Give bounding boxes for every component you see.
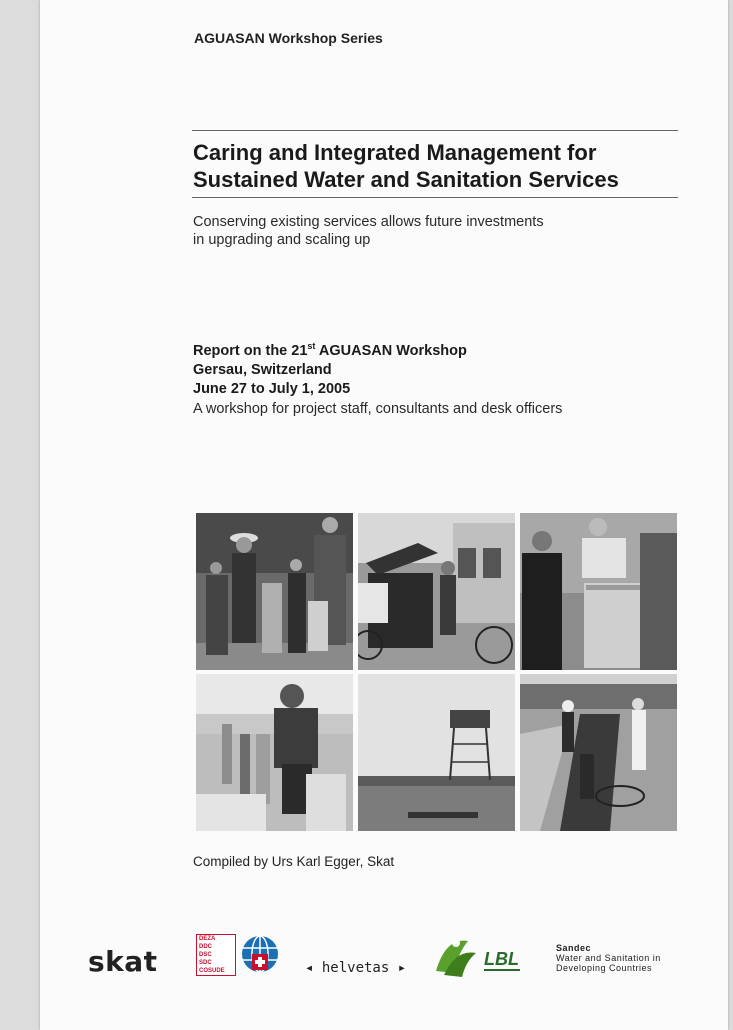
lbl-logo: [432, 931, 524, 979]
deza-acronym: DSC: [199, 952, 212, 958]
equipment-demo-photo: [520, 513, 677, 670]
deza-acronym: SDC: [199, 960, 212, 966]
report-dates: June 27 to July 1, 2005: [193, 380, 351, 397]
series-label: AGUASAN Workshop Series: [194, 30, 383, 46]
globe-swiss-flag-icon: [238, 934, 282, 976]
document-title: [193, 139, 683, 193]
helvetas-wordmark: helvetas: [321, 960, 390, 976]
document-subtitle: [193, 213, 623, 249]
title-line-1: Caring and Integrated Management for: [193, 140, 597, 165]
deza-acronym: COSUDE: [199, 968, 225, 974]
report-suffix: AGUASAN Workshop: [315, 342, 467, 359]
deza-acronyms: [196, 934, 236, 976]
water-tower-photo: [358, 674, 515, 831]
title-line-2: Sustained Water and Sanitation Services: [193, 167, 619, 192]
skat-logo: skat: [88, 945, 158, 978]
report-line-1: [193, 337, 467, 361]
report-location: Gersau, Switzerland: [193, 361, 332, 378]
trench-works-photo: [520, 674, 677, 831]
sandec-tagline-2: Developing Countries: [556, 963, 653, 973]
sandec-logo: [556, 943, 661, 973]
title-rule-bottom: [192, 197, 678, 198]
report-ordinal: st: [307, 341, 316, 351]
deza-sdc-logo: [196, 934, 282, 976]
compiled-by-credit: Compiled by Urs Karl Egger, Skat: [193, 854, 395, 869]
sandec-name: Sandec: [556, 943, 592, 953]
subtitle-line-2: in upgrading and scaling up: [193, 232, 371, 248]
family-photo: [196, 513, 353, 670]
deza-acronym: DDC: [199, 944, 212, 950]
bicycle-cart-photo: [358, 513, 515, 670]
report-info: [193, 337, 467, 399]
lbl-wordmark: LBL: [484, 949, 519, 969]
audience-text: A workshop for project staff, consultants and desk officers: [193, 401, 563, 417]
construction-worker-photo: [196, 674, 353, 831]
deza-acronym: DEZA: [199, 936, 216, 942]
subtitle-line-1: Conserving existing services allows future investments: [193, 214, 544, 230]
photo-grid: [196, 513, 677, 831]
partner-logos: [0, 925, 733, 985]
helvetas-logo: ◂ helvetas ▸: [305, 960, 407, 976]
sandec-tagline-1: Water and Sanitation in: [556, 953, 661, 963]
title-rule-top: [192, 130, 678, 131]
report-prefix: Report on the 21: [193, 342, 308, 359]
